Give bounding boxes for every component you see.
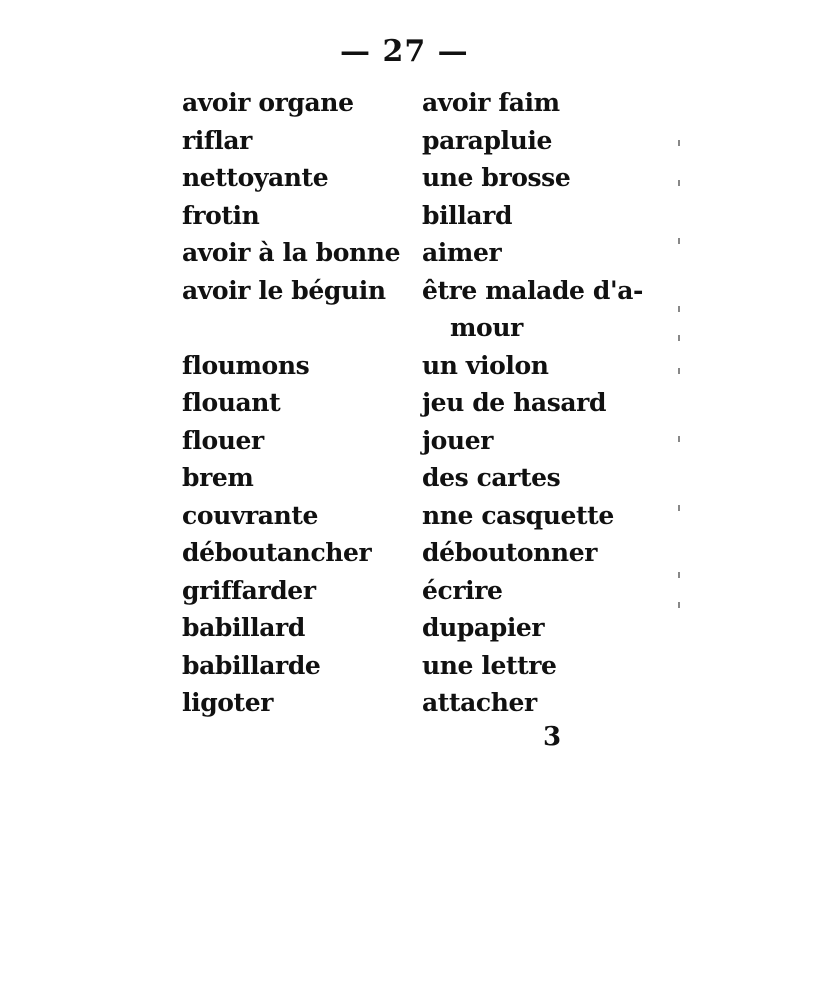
term-meaning: parapluie <box>422 125 553 155</box>
term-meaning: nne casquette <box>422 500 614 530</box>
term-meaning: attacher <box>422 688 537 717</box>
glossary-row <box>182 422 652 460</box>
margin-mark <box>678 238 680 244</box>
slang-term: flouer <box>182 425 264 455</box>
page-number: — 27 — <box>340 34 469 69</box>
glossary-row <box>182 384 652 422</box>
slang-term: avoir organe <box>182 88 354 117</box>
margin-mark <box>678 572 680 578</box>
slang-term: avoir à la bonne <box>182 238 401 267</box>
term-meaning: déboutonner <box>422 538 597 567</box>
term-meaning: une lettre <box>422 650 557 680</box>
slang-term: frotin <box>182 200 260 230</box>
margin-mark <box>678 306 680 312</box>
slang-term: avoir le béguin <box>182 275 386 305</box>
term-meaning: jeu de hasard <box>422 388 607 417</box>
glossary-row <box>182 272 652 347</box>
margin-mark <box>678 602 680 608</box>
term-meaning: une brosse <box>422 163 571 192</box>
term-meaning: dupapier <box>422 613 545 642</box>
glossary-row <box>182 497 652 535</box>
margin-mark <box>678 368 680 374</box>
slang-term: flouant <box>182 388 281 417</box>
signature-mark: 3 <box>543 722 562 752</box>
slang-term: riflar <box>182 125 252 155</box>
term-meaning: jouer <box>422 425 493 455</box>
glossary-row <box>182 572 652 610</box>
glossary-row <box>182 347 652 385</box>
slang-term: babillarde <box>182 650 321 680</box>
glossary-row <box>182 84 652 122</box>
glossary-row <box>182 684 652 722</box>
margin-mark <box>678 140 680 146</box>
term-meaning: écrire <box>422 575 503 605</box>
slang-term: griffarder <box>182 575 316 605</box>
term-meaning: un violon <box>422 350 549 380</box>
margin-mark <box>678 505 680 511</box>
term-meaning-line1: être malade d'a- <box>422 275 643 305</box>
glossary-row <box>182 197 652 235</box>
term-meaning: billard <box>422 200 513 230</box>
slang-term: brem <box>182 463 254 492</box>
glossary-list <box>182 84 652 722</box>
glossary-row <box>182 609 652 647</box>
slang-term: ligoter <box>182 688 273 717</box>
slang-term: babillard <box>182 613 305 642</box>
glossary-row <box>182 234 652 272</box>
term-meaning: aimer <box>422 238 502 267</box>
margin-mark <box>678 436 680 442</box>
margin-mark <box>678 180 680 186</box>
glossary-row <box>182 534 652 572</box>
glossary-row <box>182 159 652 197</box>
margin-marks <box>676 110 684 620</box>
glossary-row <box>182 647 652 685</box>
glossary-row <box>182 459 652 497</box>
term-meaning <box>422 272 643 347</box>
slang-term: nettoyante <box>182 163 329 192</box>
term-meaning-line2: mour <box>450 313 523 342</box>
slang-term: floumons <box>182 350 310 380</box>
term-meaning: des cartes <box>422 463 561 492</box>
slang-term: déboutancher <box>182 538 372 567</box>
term-meaning: avoir faim <box>422 88 560 117</box>
slang-term: couvrante <box>182 500 318 530</box>
margin-mark <box>678 335 680 341</box>
glossary-row <box>182 122 652 160</box>
